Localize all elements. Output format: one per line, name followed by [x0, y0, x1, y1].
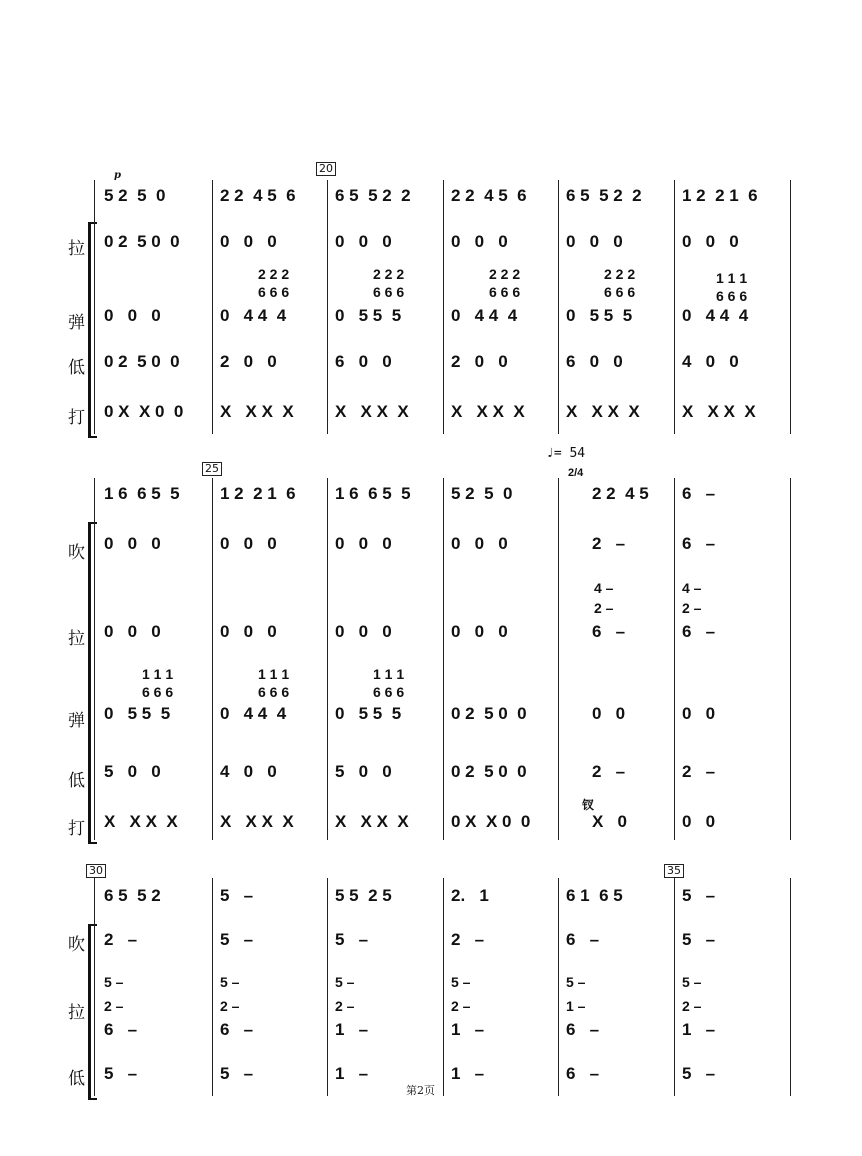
chord-mid: 6 6 6: [142, 684, 174, 700]
measure-chui: 5 –: [335, 930, 369, 949]
measure-melody: 5 –: [682, 886, 716, 905]
measure-la: 6 –: [566, 1020, 600, 1039]
measure-la: 0 2 5 0 0: [104, 232, 180, 251]
measure-di: 0 2 5 0 0: [451, 762, 527, 781]
barline: [674, 180, 675, 434]
measure-di: 1 –: [335, 1064, 369, 1083]
measure-tan: 0 0: [682, 704, 716, 723]
la-mid: 1 –: [566, 998, 586, 1014]
instrument-label: 弹: [68, 711, 85, 731]
staff-brace: [88, 924, 97, 1100]
measure-chui: 2 –: [592, 534, 626, 553]
measure-la: 0 0 0: [335, 622, 392, 641]
barline: [327, 878, 328, 1096]
barline: [94, 180, 95, 434]
measure-tan: 0 5 5 5: [335, 306, 402, 325]
instrument-label: 弹: [68, 313, 85, 333]
measure-melody: 6 1 6 5: [566, 886, 623, 905]
measure-la: 0 0 0: [566, 232, 623, 251]
measure-la: 6 –: [104, 1020, 138, 1039]
measure-da: 0 0: [682, 812, 716, 831]
measure-la: 0 0 0: [451, 622, 508, 641]
measure-la: 1 –: [451, 1020, 485, 1039]
chord-upper: 1 1 1: [258, 666, 290, 682]
barline: [790, 180, 791, 434]
barline: [94, 478, 95, 840]
instrument-label: 拉: [68, 629, 85, 649]
measure-di: 0 2 5 0 0: [104, 352, 180, 371]
measure-la: 0 0 0: [682, 232, 739, 251]
measure-di: 6 0 0: [566, 352, 623, 371]
chord-upper: 2 2 2: [489, 266, 521, 282]
instrument-label: 拉: [68, 239, 85, 259]
measure-chui: 5 –: [682, 930, 716, 949]
tempo-marking: ♩= 54: [546, 446, 586, 461]
measure-chui: 2 –: [451, 930, 485, 949]
barline: [212, 478, 213, 840]
measure-melody: 1 2 2 1 6: [682, 186, 758, 205]
measure-tan: 0 5 5 5: [566, 306, 633, 325]
measure-da: X X X X: [220, 402, 294, 421]
measure-di: 2 –: [592, 762, 626, 781]
la-upper: 5 –: [566, 974, 586, 990]
measure-chui: 0 0 0: [451, 534, 508, 553]
measure-tan: 0 5 5 5: [335, 704, 402, 723]
measure-chui: 0 0 0: [335, 534, 392, 553]
measure-melody: 5 2 5 0: [104, 186, 166, 205]
measure-da: X 0: [592, 812, 627, 831]
staff-brace: [88, 222, 97, 438]
la-upper: 4 –: [682, 580, 702, 596]
chord-upper: 1 1 1: [716, 270, 748, 286]
measure-melody: 5 –: [220, 886, 254, 905]
measure-tan: 0 4 4 4: [682, 306, 749, 325]
measure-melody: 6 –: [682, 484, 716, 503]
barline: [327, 180, 328, 434]
chord-upper: 1 1 1: [373, 666, 405, 682]
measure-tan: 0 0: [592, 704, 626, 723]
measure-da: X X X X: [682, 402, 756, 421]
measure-la: 0 0 0: [451, 232, 508, 251]
rehearsal-mark: 35: [664, 864, 684, 878]
measure-la: 1 –: [682, 1020, 716, 1039]
la-upper: 5 –: [220, 974, 240, 990]
measure-la: 1 –: [335, 1020, 369, 1039]
measure-la: 0 0 0: [335, 232, 392, 251]
measure-da: X X X X: [451, 402, 525, 421]
measure-di: 1 –: [451, 1064, 485, 1083]
la-upper: 5 –: [451, 974, 471, 990]
chord-upper: 2 2 2: [258, 266, 290, 282]
barline: [674, 478, 675, 840]
la-mid: 2 –: [220, 998, 240, 1014]
measure-da: X X X X: [566, 402, 640, 421]
measure-chui: 2 –: [104, 930, 138, 949]
measure-di: 5 0 0: [104, 762, 161, 781]
measure-da: X X X X: [104, 812, 178, 831]
measure-chui: 6 –: [566, 930, 600, 949]
measure-di: 6 0 0: [335, 352, 392, 371]
barline: [790, 478, 791, 840]
instrument-label: 打: [68, 819, 85, 839]
barline: [558, 180, 559, 434]
rehearsal-mark: 20: [316, 162, 336, 176]
measure-di: 2 0 0: [451, 352, 508, 371]
rehearsal-mark: 25: [202, 462, 222, 476]
page-footer: 第2页: [406, 1084, 435, 1097]
measure-melody: 6 5 5 2 2: [566, 186, 642, 205]
instrument-label: 吹: [68, 935, 85, 955]
la-mid: 2 –: [451, 998, 471, 1014]
chord-mid: 6 6 6: [373, 284, 405, 300]
la-mid: 2 –: [682, 998, 702, 1014]
measure-melody: 6 5 5 2: [104, 886, 161, 905]
measure-di: 5 –: [682, 1064, 716, 1083]
barline: [443, 878, 444, 1096]
barline: [443, 180, 444, 434]
instrument-label: 低: [68, 771, 85, 791]
chord-upper: 2 2 2: [604, 266, 636, 282]
measure-melody: 1 6 6 5 5: [335, 484, 411, 503]
measure-melody: 5 2 5 0: [451, 484, 513, 503]
measure-chui: 5 –: [220, 930, 254, 949]
measure-tan: 0 4 4 4: [220, 704, 287, 723]
tempo-text: = 54: [553, 446, 586, 461]
measure-chui: 0 0 0: [220, 534, 277, 553]
measure-di: 2 0 0: [220, 352, 277, 371]
measure-chui: 0 0 0: [104, 534, 161, 553]
measure-da: X X X X: [335, 812, 409, 831]
instrument-label: 低: [68, 1069, 85, 1089]
instrument-label: 拉: [68, 1003, 85, 1023]
measure-da: X X X X: [335, 402, 409, 421]
measure-la: 6 –: [682, 622, 716, 641]
chord-mid: 6 6 6: [373, 684, 405, 700]
measure-melody: 2 2 4 5 6: [220, 186, 296, 205]
la-upper: 5 –: [104, 974, 124, 990]
measure-melody: 2. 1: [451, 886, 489, 905]
barline: [94, 878, 95, 1096]
measure-tan: 0 0 0: [104, 306, 161, 325]
la-upper: 4 –: [594, 580, 614, 596]
measure-melody: 2 2 4 5 6: [451, 186, 527, 205]
chord-mid: 6 6 6: [258, 684, 290, 700]
la-upper: 5 –: [335, 974, 355, 990]
la-upper: 5 –: [682, 974, 702, 990]
measure-da: 0 X X 0 0: [104, 402, 184, 421]
la-mid: 2 –: [682, 600, 702, 616]
barline: [443, 478, 444, 840]
chord-mid: 6 6 6: [716, 288, 748, 304]
dynamic-mark: p: [114, 170, 121, 181]
measure-da: X X X X: [220, 812, 294, 831]
time-signature: 2/4: [568, 467, 584, 479]
barline: [212, 878, 213, 1096]
measure-tan: 0 4 4 4: [451, 306, 518, 325]
measure-da: 0 X X 0 0: [451, 812, 531, 831]
measure-melody: 5 5 2 5: [335, 886, 392, 905]
measure-di: 2 –: [682, 762, 716, 781]
chord-upper: 1 1 1: [142, 666, 174, 682]
measure-melody: 6 5 5 2 2: [335, 186, 411, 205]
measure-tan: 0 4 4 4: [220, 306, 287, 325]
measure-di: 4 0 0: [220, 762, 277, 781]
measure-chui: 6 –: [682, 534, 716, 553]
chord-mid: 6 6 6: [604, 284, 636, 300]
measure-di: 6 –: [566, 1064, 600, 1083]
measure-melody: 2 2 4 5: [592, 484, 649, 503]
chord-upper: 2 2 2: [373, 266, 405, 282]
rehearsal-mark: 30: [86, 864, 106, 878]
instrument-label: 打: [68, 408, 85, 428]
measure-melody: 1 6 6 5 5: [104, 484, 180, 503]
measure-di: 5 –: [220, 1064, 254, 1083]
measure-tan: 0 5 5 5: [104, 704, 171, 723]
measure-di: 5 –: [104, 1064, 138, 1083]
barline: [327, 478, 328, 840]
measure-la: 6 –: [220, 1020, 254, 1039]
la-mid: 2 –: [335, 998, 355, 1014]
measure-la: 0 0 0: [220, 622, 277, 641]
measure-di: 5 0 0: [335, 762, 392, 781]
barline: [212, 180, 213, 434]
la-mid: 2 –: [104, 998, 124, 1014]
barline: [790, 878, 791, 1096]
percussion-label: 钗: [582, 798, 595, 812]
la-mid: 2 –: [594, 600, 614, 616]
measure-la: 6 –: [592, 622, 626, 641]
measure-tan: 0 2 5 0 0: [451, 704, 527, 723]
instrument-label: 吹: [68, 543, 85, 563]
measure-di: 4 0 0: [682, 352, 739, 371]
barline: [558, 878, 559, 1096]
chord-mid: 6 6 6: [258, 284, 290, 300]
barline: [674, 878, 675, 1096]
measure-la: 0 0 0: [104, 622, 161, 641]
staff-brace: [88, 522, 97, 844]
barline: [558, 478, 559, 840]
measure-melody: 1 2 2 1 6: [220, 484, 296, 503]
measure-la: 0 0 0: [220, 232, 277, 251]
instrument-label: 低: [68, 358, 85, 378]
chord-mid: 6 6 6: [489, 284, 521, 300]
